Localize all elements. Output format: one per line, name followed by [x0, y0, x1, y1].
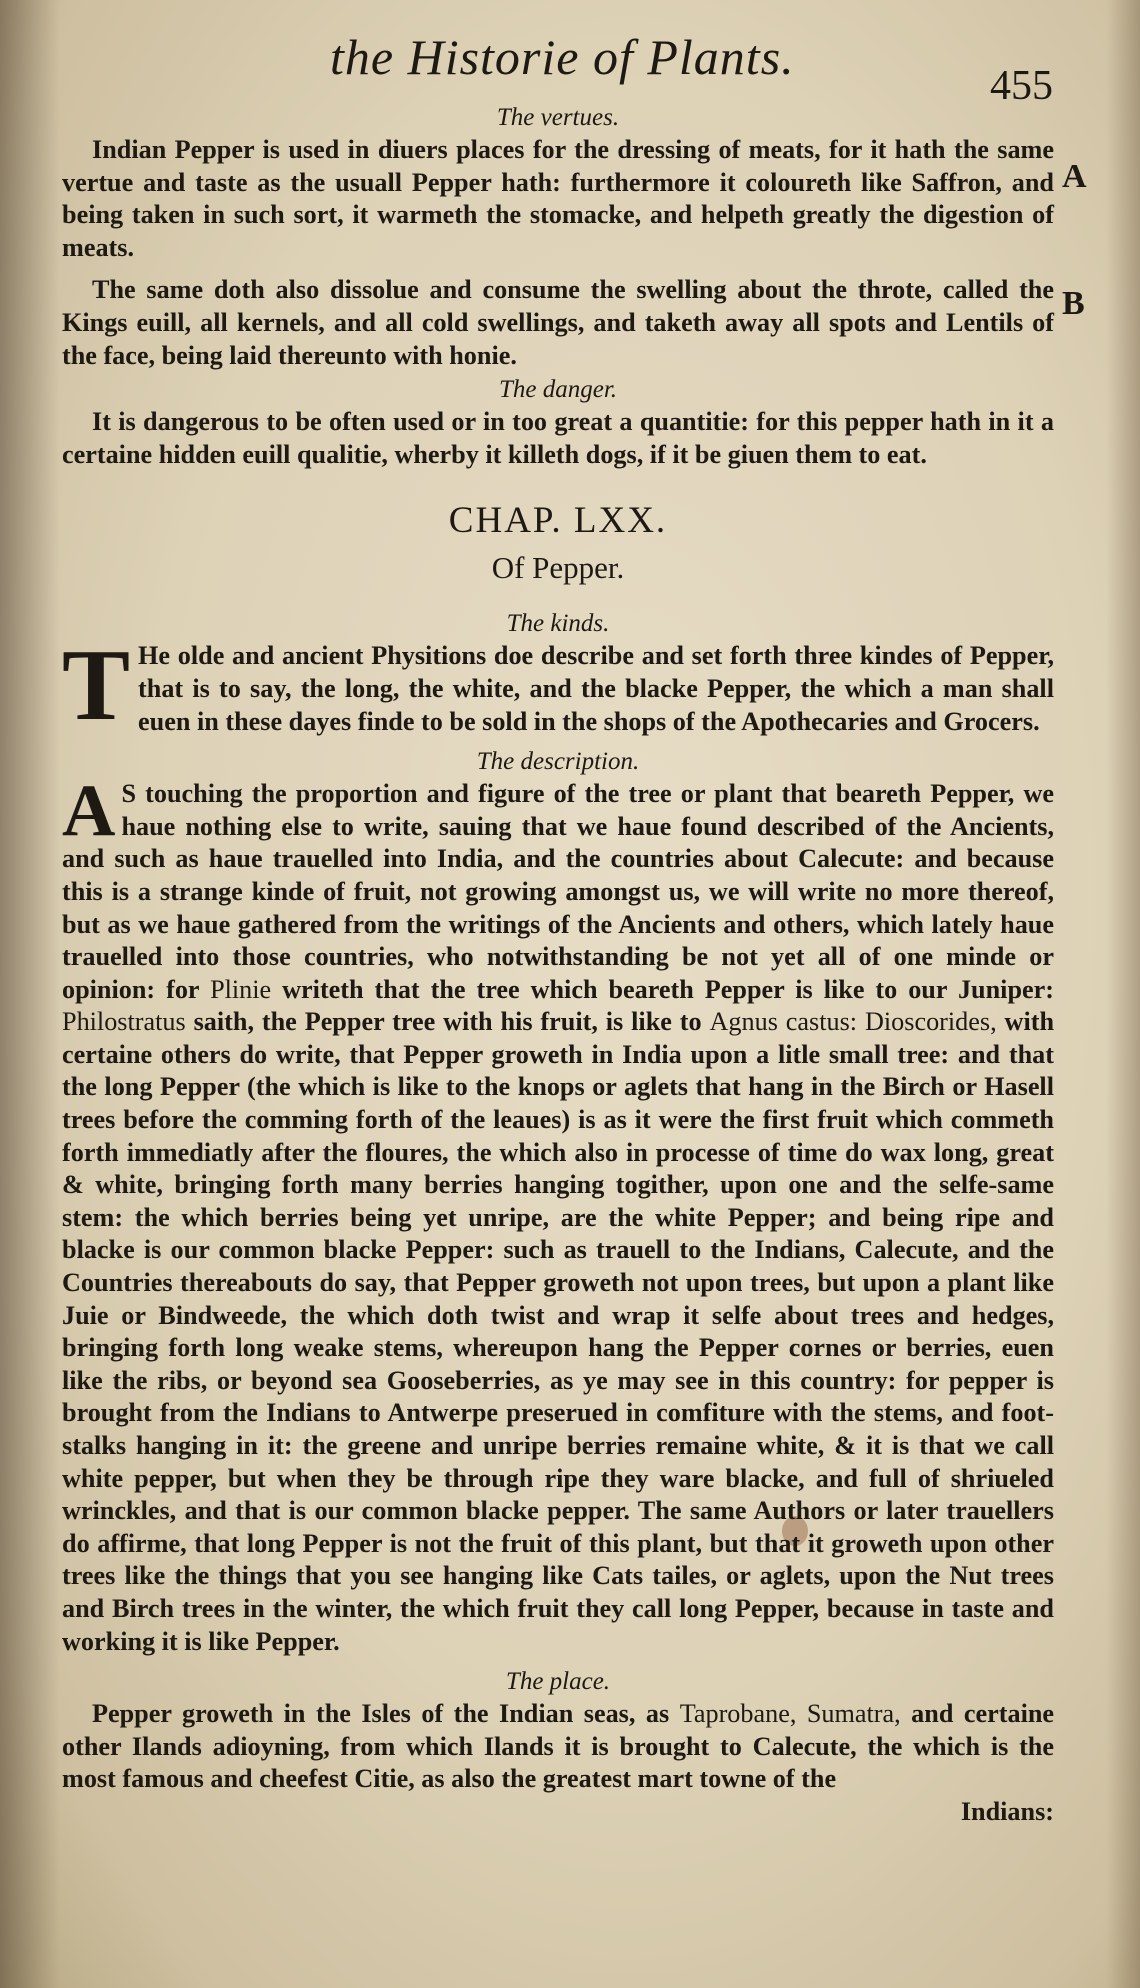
name-agnus-castus: Agnus castus: — [709, 1007, 858, 1037]
name-philostratus: Philostratus — [62, 1007, 186, 1037]
page-number: 455 — [990, 63, 1053, 109]
chapter-title: CHAP. LXX. — [448, 500, 668, 542]
heading-danger: The danger. — [498, 376, 618, 404]
name-dioscorides: Dioscorides, — [864, 1007, 997, 1037]
chapter-subtitle: Of Pepper. — [491, 550, 625, 586]
heading-vertues: The vertues. — [496, 104, 620, 131]
paragraph-vertues-1: Indian Pepper is used in diuers places for the dressing of meats, for it hath the same vertue and taste as the usuall Pepper hath: furthermore it coloureth like Saffron, and being taken in such sort, it warmeth the stomacke, and helpeth greatly the digestion of meats. — [62, 135, 1054, 262]
running-title: the Historie of Plants. — [330, 29, 795, 85]
drop-cap-t: T — [62, 629, 131, 743]
text-column — [62, 100, 1054, 1829]
name-taprobane: Taprobane, Sumatra, — [679, 1699, 901, 1729]
page-edge-shadow — [1106, 0, 1140, 1988]
catchword-indians: Indians: — [960, 1796, 1054, 1826]
place-text-1: Pepper groweth in the Isles of the Indian seas, as — [92, 1699, 670, 1729]
paragraph-vertues-2: The same doth also dissolue and consume the swelling about the throte, called the Kings euill, all kernels, and all cold swellings, and taketh away all spots and Lentils of the face, being laid thereunto with honie. — [62, 275, 1054, 370]
heading-place: The place. — [505, 1668, 611, 1696]
place-text-2: and certaine other Ilands adioyning, from which Ilands it is brought to Calecute, the which is the most famous and cheefest Citie, as also the greatest mart towne of the — [62, 1699, 1055, 1794]
heading-description: The description. — [476, 748, 640, 776]
description-text-4: with certaine others do write, that Pepper groweth in India upon a litle small tree: and that the long Pepper (the which is like to the knops or aglets that hang in the Birch or Hasell trees before the comming forth of the leaues) is as it were the first fruit which commeth forth immediatly after the floures, the which also in processe of time do wax long, great & white, bringing forth many berries hanging togither, upon one and the selfe-same stem: the which berries being yet unripe, are the white Pepper; and being ripe and blacke is our common blacke Pepper: such as trauell to the Indians, Calecute, and the Countries thereabouts do say, that Pepper groweth not upon trees, but upon a plant like Juie or Bindweede, the which doth twist and wrap it selfe about trees and hedges, bringing forth long weake stems, whereupon hang the Pepper cornes or berries, euen like the ribs, or beyond sea Gooseberries, as ye may see in this country: for pepper is brought from the Indians to Antwerpe preserued in comfiture with the stems, and foot-stalks hanging in it: the greene and unripe berries remaine white, & it is that we call white pepper, but when they be through ripe they ware blacke, and full of shriueled wrinckles, and that is our common blacke pepper. The same Authors or later trauellers do affirme, that long Pepper is not the fruit of this plant, but that it groweth upon other trees like the things that you see hanging like Cats tailes, or aglets, upon the Nut trees and Birch trees in the winter, the which fruit they call long Pepper, because in taste and working it is like Pepper. — [62, 1007, 1055, 1656]
description-text-2: writeth that the tree which beareth Pepper is like to our Juniper: — [282, 974, 1054, 1004]
margin-letter-a: A — [1062, 158, 1087, 195]
description-text-1: S touching the proportion and figure of the tree or plant that beareth Pepper, we haue nothing else to write, sauing that we haue found described of the Ancients, and such as haue trauelled into India, and the countries about Calecute: and because this is a strange kinde of fruit, not growing amongst us, we will write no more thereof, but as we haue gathered from the writings of the Ancients and others, which lately haue trauelled into those countries, who notwithstanding be not yet all of one minde or opinion: for — [62, 779, 1054, 1004]
paragraph-kinds — [62, 629, 1054, 743]
paragraph-place — [62, 1698, 1054, 1796]
name-plinie: Plinie — [210, 974, 272, 1004]
heading-kinds: The kinds. — [506, 610, 610, 638]
description-text-3: saith, the Pepper tree with his fruit, is like to — [193, 1007, 702, 1037]
drop-cap-a: A — [62, 770, 116, 853]
paragraph-description — [62, 770, 1055, 1658]
paragraph-danger: It is dangerous to be often used or in too great a quantitie: for this pepper hath in it a certaine hidden euill qualitie, wherby it killeth dogs, if it be giuen them to eat. — [62, 407, 1054, 469]
margin-letter-b: B — [1062, 285, 1085, 322]
kinds-text: He olde and ancient Physitions doe describe and set forth three kindes of Pepper, that is to say, the long, the white, and the blacke Pepper, the which a man shall euen in these dayes finde to be sold in the shops of the Apothecaries and Grocers. — [138, 641, 1054, 736]
spine-shadow — [0, 0, 60, 1988]
